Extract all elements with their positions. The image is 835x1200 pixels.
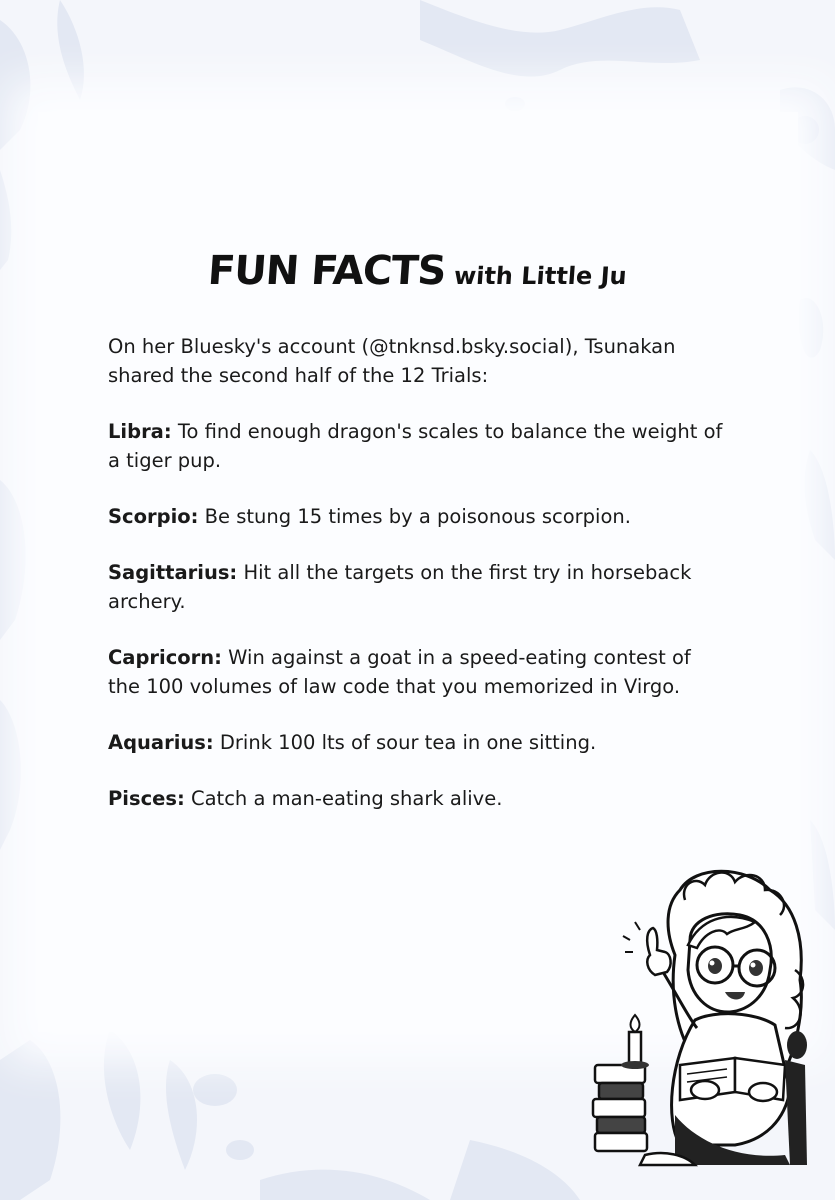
trial-label: Sagittarius:	[108, 561, 238, 584]
trial-scorpio	[108, 502, 728, 531]
trial-label: Libra:	[108, 420, 172, 443]
title-main: FUN FACTS	[206, 248, 448, 294]
trial-text: Drink 100 lts of sour tea in one sitting.	[213, 731, 597, 754]
trial-label: Aquarius:	[108, 731, 214, 754]
trial-text: Be stung 15 times by a poisonous scorpion.	[198, 505, 631, 528]
trial-text: To find enough dragon's scales to balance the weight of a tiger pup.	[108, 420, 723, 472]
title-sub: with Little Ju	[452, 262, 628, 290]
trial-pisces	[108, 784, 728, 813]
trial-text: Hit all the targets on the first try in horseback archery.	[108, 561, 692, 613]
intro-paragraph: On her Bluesky's account (@tnknsd.bsky.social), Tsunakan shared the second half of the 12 Trials:	[108, 335, 676, 387]
trial-sagittarius	[108, 558, 728, 616]
trial-label: Scorpio:	[108, 505, 199, 528]
trial-text: Catch a man-eating shark alive.	[184, 787, 503, 810]
trial-aquarius	[108, 728, 728, 757]
trial-libra	[108, 417, 728, 475]
trial-text: Win against a goat in a speed-eating contest of the 100 volumes of law code that you memorized in Virgo.	[108, 646, 691, 698]
fun-facts-body	[108, 332, 728, 840]
trial-label: Pisces:	[108, 787, 185, 810]
trial-capricorn	[108, 643, 728, 701]
trial-label: Capricorn:	[108, 646, 222, 669]
page-title	[0, 248, 835, 294]
girl-with-glasses-reading-book-icon	[585, 860, 815, 1170]
